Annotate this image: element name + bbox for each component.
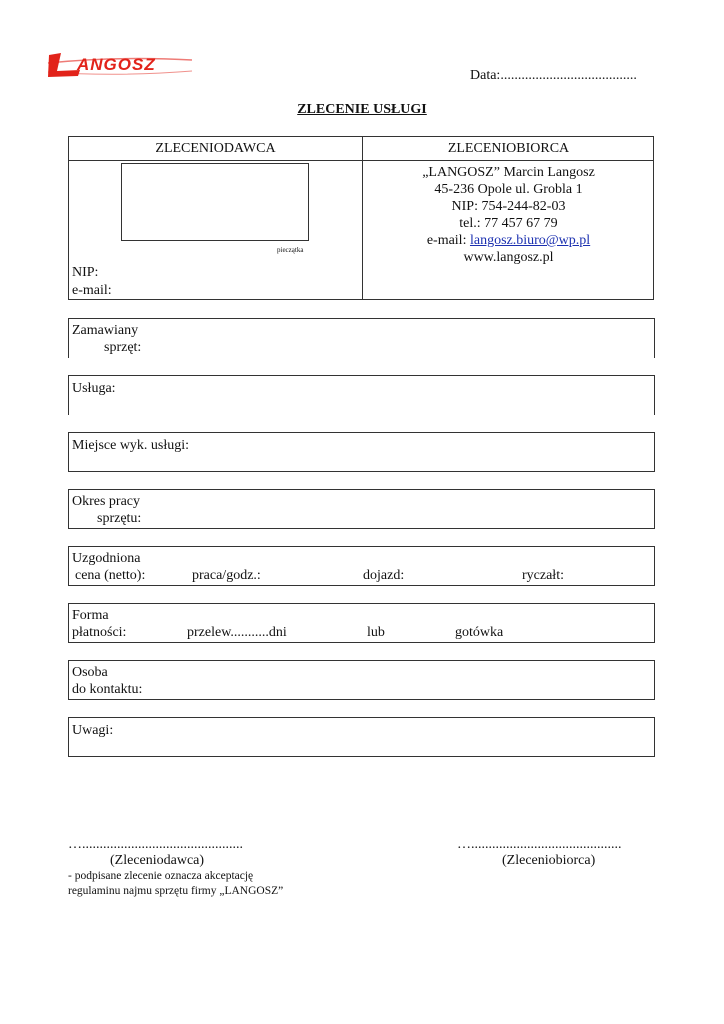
period-field[interactable]	[68, 489, 655, 529]
contractor-address: 45-236 Opole ul. Grobla 1	[434, 182, 583, 197]
contractor-signature-line[interactable]: …...........................................	[457, 837, 622, 852]
payment-field[interactable]	[68, 603, 655, 643]
contractor-email-row	[362, 232, 655, 249]
equipment-field[interactable]	[68, 318, 655, 358]
table-header-divider	[69, 160, 653, 161]
client-signature-label: (Zleceniodawca)	[110, 853, 205, 868]
svg-text:ANGOSZ: ANGOSZ	[77, 55, 156, 74]
stamp-box[interactable]	[121, 163, 309, 241]
payment-label-2: płatności:	[72, 625, 127, 640]
service-field[interactable]	[68, 375, 655, 415]
date-field-label: Data:.......................................	[470, 68, 637, 83]
contractor-phone: tel.: 77 457 67 79	[459, 216, 558, 231]
contact-label-1: Osoba	[72, 665, 108, 680]
equipment-label-2: sprzęt:	[104, 340, 142, 355]
price-field[interactable]	[68, 546, 655, 586]
payment-or-label: lub	[367, 625, 385, 640]
stamp-label: pieczątka	[277, 246, 304, 254]
client-nip-label: NIP:	[72, 265, 99, 280]
document-title: ZLECENIE USŁUGI	[297, 102, 427, 117]
period-label-2: sprzętu:	[97, 511, 142, 526]
contractor-website: www.langosz.pl	[463, 250, 554, 265]
contractor-email-link[interactable]: langosz.biuro@wp.pl	[469, 233, 591, 248]
service-label: Usługa:	[72, 381, 116, 396]
contractor-signature-label: (Zleceniobiorca)	[502, 853, 596, 868]
notes-field[interactable]	[68, 717, 655, 757]
period-label-1: Okres pracy	[72, 494, 141, 509]
payment-transfer-option[interactable]: przelew...........dni	[187, 625, 287, 640]
contractor-nip: NIP: 754-244-82-03	[451, 199, 566, 214]
place-label: Miejsce wyk. usługi:	[72, 438, 190, 453]
signature-note	[68, 869, 283, 899]
equipment-label-1: Zamawiany	[72, 323, 139, 338]
client-signature-line[interactable]: …..............................................	[68, 837, 243, 852]
payment-label-1: Forma	[72, 608, 109, 623]
price-work-label: praca/godz.:	[192, 568, 261, 583]
contractor-email-prefix: e-mail:	[426, 233, 470, 248]
client-email-label: e-mail:	[72, 283, 112, 298]
signature-note-line-2: regulaminu najmu sprzętu firmy „LANGOSZ”	[68, 885, 284, 897]
contact-field[interactable]	[68, 660, 655, 700]
contact-label-2: do kontaktu:	[72, 682, 143, 697]
price-flat-label: ryczałt:	[522, 568, 564, 583]
signature-note-line-1: - podpisane zlecenie oznacza akceptację	[68, 870, 254, 882]
parties-table	[68, 136, 654, 300]
payment-cash-option[interactable]: gotówka	[455, 625, 504, 640]
client-header: ZLECENIODAWCA	[155, 141, 276, 156]
notes-label: Uwagi:	[72, 723, 114, 738]
langosz-logo	[46, 50, 194, 78]
contractor-details	[362, 164, 655, 266]
contractor-header: ZLECENIOBIORCA	[447, 141, 570, 156]
place-field[interactable]	[68, 432, 655, 472]
price-label-2: cena (netto):	[75, 568, 146, 583]
contractor-name: „LANGOSZ” Marcin Langosz	[422, 165, 595, 180]
price-label-1: Uzgodniona	[72, 551, 141, 566]
price-travel-label: dojazd:	[363, 568, 405, 583]
